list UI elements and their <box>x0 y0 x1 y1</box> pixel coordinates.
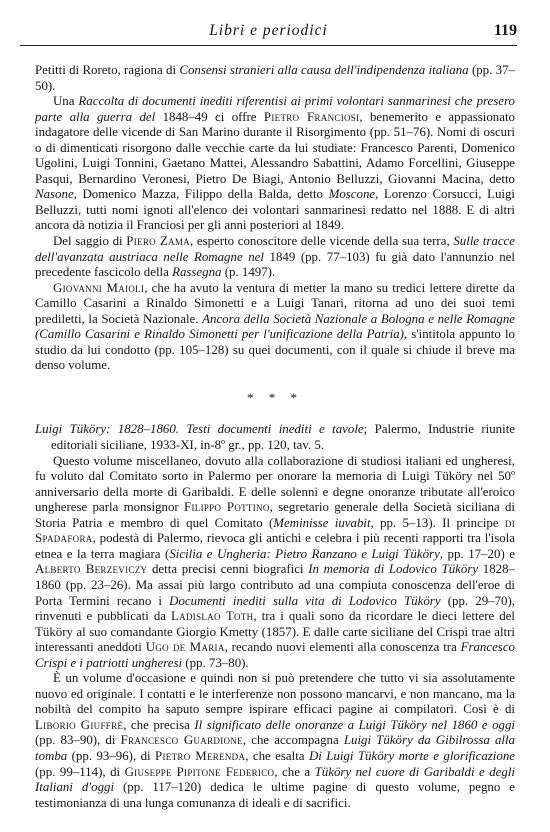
italic-run: Sicilia e Ungheria: Pietro Ranzano e Luigi Tüköry <box>169 546 440 561</box>
italic-run: Il significato delle onoranze a Luigi Tüköry nel 1860 e oggi <box>194 717 516 732</box>
text-run: , che precisa <box>123 717 195 732</box>
text-run: , che a <box>274 764 315 779</box>
text-run: (pp. 29–70), rinvenuti e pubblicati da <box>35 593 516 624</box>
text-run: Una <box>53 94 79 109</box>
text-run: (pp. 93–96), di <box>67 748 156 763</box>
text-run: (p. 1497). <box>221 265 276 280</box>
text-run: , recando nuovi elementi alla conoscenza tra <box>224 640 461 655</box>
small-caps-name: Pietro Merenda <box>155 748 246 763</box>
small-caps-name: Giovanni Maioli <box>53 280 145 295</box>
text-run: , pp. 17–20) e <box>439 546 515 561</box>
text-run: È un volume d'occasione e quindi non si può pretendere che tutto vi sia assolutamente nuovo ed originale. I contatti e le interferenze non possono mancarvi, e non mancano, ma la nobiltà del compito ha saputo sempre ispirare efficaci pagine ai compilatori. Così è di <box>35 671 515 717</box>
small-caps-name: Pietro Franciosi <box>263 109 360 124</box>
text-run: 1848–49 ci offre <box>155 109 264 124</box>
text-run: , che accompagna <box>242 733 344 748</box>
text-run: Del saggio di <box>53 234 127 249</box>
text-run: , esperto conoscitore delle vicende della sua terra, <box>189 234 454 249</box>
running-head <box>20 22 517 44</box>
text-run: , segretario generale della Società siciliana di Storia Patria e membro di quel Comitato ( <box>35 500 515 530</box>
small-caps-name: Piero Zama <box>126 234 190 249</box>
text-run: , podestà di Palermo, rievoca gli antichi e celebra i più recenti rapporti tra l'isola etnea e la terra magiara ( <box>35 531 515 561</box>
paragraph <box>35 63 515 94</box>
text-run: (pp. 73–80). <box>182 655 249 670</box>
paragraph <box>35 281 515 374</box>
bibliographic-entry <box>35 422 515 453</box>
paragraph <box>35 94 515 234</box>
text-run: ; Palermo, Industrie riunite editoriali siciliane, 1933-XI, in-8º gr., pp. 120, tav. 5. <box>51 422 516 453</box>
text-run: Petitti di Roreto, ragiona di <box>35 63 180 77</box>
text-run: detta precisi cenni biografici <box>147 562 309 577</box>
small-caps-name: Filippo Pottino <box>184 500 270 515</box>
text-run: , tra i quali sono da ricordare le dieci lettere del Tüköry al suo comandante Giorgio Kmetty (1857). E dalle carte siciliane del Crispi trae altri interessanti aneddoti <box>35 609 515 655</box>
page-body <box>35 63 515 811</box>
italic-run: Tüköry nel cuore di Garibaldi e degli Italiani d'oggi <box>35 764 515 795</box>
paragraph <box>35 234 515 281</box>
small-caps-name: Liborio Giuffrè <box>35 717 124 732</box>
text-run: Questo volume miscellaneo, dovuto alla collaborazione di studiosi italiani ed ungheresi, fu voluto dal Comitato sorto in Palermo per onorare la memoria di Luigi Tüköry nel 50º anniversario della morte di Garibaldi. E delle solenni e degne onoranze tributate all'eroico ungherese parla monsignor <box>35 453 515 515</box>
small-caps-name: Ugo de Maria <box>145 640 225 655</box>
italic-run: Rassegna <box>172 265 222 280</box>
paragraph <box>35 671 515 811</box>
italic-run: Meminisse iuvabit <box>273 515 371 530</box>
italic-run: Di Luigi Tüköry morte e glorificazione <box>308 748 515 763</box>
text-run: (pp. 37–50). <box>35 63 515 93</box>
text-run: (pp. 117–120) dedica le ultime pagine di questo volume, pegno e testimonianza di una lunga comunanza di ideali e di sacrifici. <box>35 780 516 810</box>
small-caps-name: Alberto Berzeviczy <box>35 562 148 577</box>
italic-run: Documenti inediti sulla vita di Lodovico Tüköry <box>169 593 441 608</box>
italic-run: Sulle tracce dell'avanzata austriaca nelle Romagne nel <box>35 234 515 264</box>
small-caps-name: di Spadafora <box>35 515 516 546</box>
text-run: 1828–1860 (pp. 23–26). Ma assai più largo contributo ad una compiuta conoscenza dell'eroe di Porta Termini recano i <box>35 562 515 608</box>
italic-run: Moscone <box>328 187 376 202</box>
small-caps-name: Ladislao Toth <box>171 609 254 624</box>
italic-run: Consensi stranieri alla causa dell'indipendenza italiana <box>179 63 469 77</box>
small-caps-name: Francesco Guardione <box>120 733 243 748</box>
italic-run: Luigi Tüköry: 1828–1860. Testi documenti inediti e tavole <box>35 422 364 437</box>
text-run: , che esalta <box>245 748 309 763</box>
paragraph <box>35 454 515 672</box>
running-title: Libri e periodici <box>209 22 328 39</box>
text-run: (pp. 83–90), di <box>35 733 121 748</box>
section-separator: * * * <box>247 389 303 405</box>
italic-run: In memoria di Lodovico Tüköry <box>308 562 479 577</box>
text-run: 1849 (pp. 77–103) fu già dato l'annunzio nel precedente fascicolo della <box>35 249 515 280</box>
text-run: , Lorenzo Corsucci, Luigi Belluzzi, tutti nomi ignoti all'elenco dei volontari sanmarinesi redatto nel 1888. E di altri ancora dà notizia il Franciosi per gli anni posteriori al 1849. <box>35 187 515 233</box>
italic-run: Nasone <box>35 187 74 202</box>
italic-run: Ancora della Società Nazionale a Bologna e nelle Romagne (Camillo Casarini e Rinaldo Simonetti per l'unificazione della Patria) <box>35 311 515 342</box>
header-rule <box>20 45 517 46</box>
text-run: , Domenico Mazza, Filippo della Balda, detto <box>73 187 329 202</box>
italic-run: Raccolta di documenti inediti riferentisi ai primi volontari sanmarinesi che presero parte alla guerra del <box>35 94 515 124</box>
page-number: 119 <box>493 22 517 39</box>
text-run: (pp. 99–114), di <box>35 764 125 779</box>
italic-run: Francesco Crispi e i patriotti ungheresi <box>35 640 515 670</box>
italic-run: Luigi Tüköry da Gibilrossa alla tomba <box>35 733 516 763</box>
text-run: , s'intitola appunto lo studio da lui condotto (pp. 105–128) su quei documenti, con il quale si chiude il breve ma denso volume. <box>35 327 515 373</box>
text-run: , pp. 5–13). Il principe <box>370 515 505 530</box>
text-run: , benemerito e appassionato indagatore delle vicende di San Marino durante il Risorgimento (pp. 51–76). Nomi di oscuri o di dimenticati risorgono dalle vecchie carte da lui studiate: Francesco Parenti, Domenico Ugolini, Luigi Tonnini, Gaetano Mattei, Alessandro Sabattini, Adamo Forcellini, Giuseppe Pasqui, Bernardino Veronesi, Pietro De Biagi, Antonio Belluzzi, Giovanni Macina, detto <box>35 109 515 186</box>
small-caps-name: Giuseppe Pipitone Federico <box>124 764 275 779</box>
text-run: , che ha avuto la ventura di metter la mano su tredici lettere dirette da Camillo Casarini a Rinaldo Simonetti e a Luigi Tanari, ritorna ad uno dei suoi temi prediletti, la Società Nazionale. <box>35 280 515 326</box>
